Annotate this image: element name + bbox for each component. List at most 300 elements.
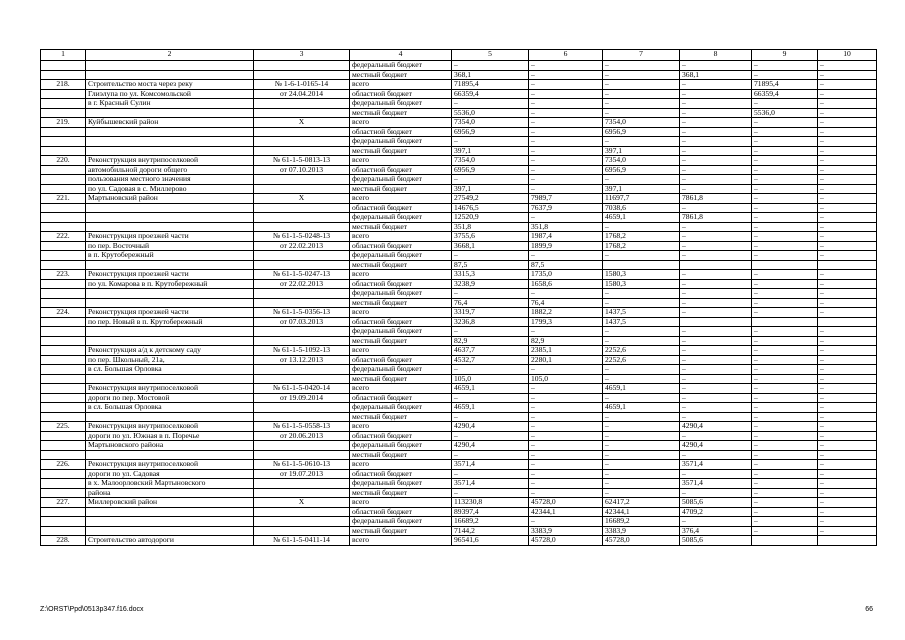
value-col6-cell: 351,8 (529, 222, 603, 232)
object-name-cell (86, 203, 254, 213)
value-col9-cell: – (752, 156, 818, 166)
value-col9-cell: – (752, 137, 818, 147)
value-col8-cell: – (680, 355, 752, 365)
value-col6-cell: 105,0 (529, 374, 603, 384)
row-number-cell (41, 336, 86, 346)
value-col8-cell: – (680, 450, 752, 460)
value-col9-cell: – (752, 384, 818, 394)
value-col8-cell: – (680, 298, 752, 308)
value-col6-cell: 1658,6 (529, 279, 603, 289)
value-col9-cell: – (752, 146, 818, 156)
value-col9-cell: – (752, 422, 818, 432)
value-col7-cell: 1768,2 (603, 232, 680, 242)
document-ref-cell: № 61-1-5-0411-14 (254, 536, 350, 546)
document-ref-cell (254, 127, 350, 137)
object-name-cell: пользования местного значения (86, 175, 254, 185)
document-ref-cell: Х (254, 498, 350, 508)
value-col8-cell: 4290,4 (680, 441, 752, 451)
table-row (41, 70, 877, 80)
row-number-cell (41, 241, 86, 251)
budget-source-cell: федеральный бюджет (350, 441, 452, 451)
budget-source-cell: местный бюджет (350, 412, 452, 422)
budget-source-cell: областной бюджет (350, 203, 452, 213)
object-name-cell: Реконструкция внутрипоселковой (86, 384, 254, 394)
row-number-cell (41, 203, 86, 213)
budget-source-cell: федеральный бюджет (350, 137, 452, 147)
value-col8-cell: 3571,4 (680, 460, 752, 470)
table-row (41, 317, 877, 327)
value-col6-cell: – (529, 213, 603, 223)
value-col10-cell: – (818, 279, 877, 289)
budget-source-cell: всего (350, 498, 452, 508)
value-col10-cell: – (818, 89, 877, 99)
object-name-cell: дороги по ул. Садовая (86, 469, 254, 479)
value-col10-cell: – (818, 479, 877, 489)
table-row (41, 441, 877, 451)
value-col6-cell: 2280,1 (529, 355, 603, 365)
value-col10-cell: – (818, 194, 877, 204)
file-path: Z:\ORST\Ppd\0513p347.f16.docx (40, 606, 144, 613)
object-name-cell: по пер. Новый в п. Крутобережный (86, 317, 254, 327)
object-name-cell (86, 327, 254, 337)
row-number-cell (41, 251, 86, 261)
value-col6-cell: – (529, 137, 603, 147)
object-name-cell: Строительство автодороги (86, 536, 254, 546)
document-ref-cell (254, 450, 350, 460)
value-col7-cell: 1437,5 (603, 317, 680, 327)
table-row (41, 526, 877, 536)
value-col8-cell: – (680, 374, 752, 384)
table-row (41, 184, 877, 194)
row-number-cell (41, 517, 86, 527)
value-col7-cell: 6956,9 (603, 165, 680, 175)
value-col10-cell: – (818, 289, 877, 299)
table-row (41, 460, 877, 470)
budget-source-cell: областной бюджет (350, 89, 452, 99)
value-total-cell: 12520,9 (452, 213, 529, 223)
value-col8-cell: – (680, 232, 752, 242)
value-col9-cell: – (752, 251, 818, 261)
value-col9-cell: – (752, 165, 818, 175)
object-name-cell (86, 289, 254, 299)
value-col9-cell: – (752, 336, 818, 346)
value-col6-cell: – (529, 431, 603, 441)
page-number: 66 (865, 606, 873, 613)
value-total-cell: 3755,6 (452, 232, 529, 242)
object-name-cell (86, 213, 254, 223)
budget-source-cell: всего (350, 346, 452, 356)
document-ref-cell (254, 260, 350, 270)
value-col10-cell: – (818, 431, 877, 441)
value-col6-cell: 7637,9 (529, 203, 603, 213)
value-total-cell: – (452, 393, 529, 403)
document-ref-cell (254, 203, 350, 213)
table-row (41, 517, 877, 527)
budget-source-cell: областной бюджет (350, 469, 452, 479)
value-total-cell: – (452, 469, 529, 479)
budget-source-cell: всего (350, 422, 452, 432)
object-name-cell: Реконструкция а/д к детскому саду (86, 346, 254, 356)
value-col8-cell: – (680, 270, 752, 280)
budget-source-cell: всего (350, 118, 452, 128)
object-name-cell: Мартыновский район (86, 194, 254, 204)
value-col10-cell: – (818, 450, 877, 460)
value-total-cell: 105,0 (452, 374, 529, 384)
value-col6-cell: – (529, 99, 603, 109)
budget-source-cell: областной бюджет (350, 355, 452, 365)
value-col9-cell: – (752, 374, 818, 384)
value-total-cell: – (452, 450, 529, 460)
header-row (41, 50, 877, 61)
row-number-cell (41, 289, 86, 299)
value-col6-cell: – (529, 80, 603, 90)
value-col9-cell: – (752, 308, 818, 318)
value-col8-cell: 4709,2 (680, 507, 752, 517)
budget-source-cell: местный бюджет (350, 450, 452, 460)
table-row (41, 479, 877, 489)
row-number-cell (41, 165, 86, 175)
value-col8-cell: – (680, 365, 752, 375)
document-ref-cell: от 19.09.2014 (254, 393, 350, 403)
row-number-cell: 228. (41, 536, 86, 546)
value-col10-cell: – (818, 460, 877, 470)
table-row (41, 80, 877, 90)
value-col7-cell (603, 260, 680, 270)
value-col6-cell: – (529, 365, 603, 375)
value-total-cell: 4637,7 (452, 346, 529, 356)
value-col8-cell: – (680, 289, 752, 299)
table-row (41, 327, 877, 337)
budget-source-cell: федеральный бюджет (350, 517, 452, 527)
value-col10-cell: – (818, 507, 877, 517)
budget-source-cell: местный бюджет (350, 146, 452, 156)
value-total-cell: 96541,6 (452, 536, 529, 546)
column-header-10: 10 (818, 50, 877, 61)
value-col8-cell: – (680, 327, 752, 337)
object-name-cell (86, 412, 254, 422)
value-col6-cell: – (529, 422, 603, 432)
value-total-cell: 4290,4 (452, 441, 529, 451)
value-col10-cell: – (818, 298, 877, 308)
value-total-cell: 4659,1 (452, 403, 529, 413)
value-total-cell: 87,5 (452, 260, 529, 270)
document-ref-cell: от 07.03.2013 (254, 317, 350, 327)
object-name-cell: Реконструкция проезжей части (86, 270, 254, 280)
value-col10-cell: – (818, 412, 877, 422)
table-row (41, 289, 877, 299)
row-number-cell (41, 99, 86, 109)
value-col6-cell: – (529, 393, 603, 403)
value-col8-cell: – (680, 156, 752, 166)
value-col7-cell: – (603, 479, 680, 489)
value-col7-cell: – (603, 289, 680, 299)
value-total-cell: 397,1 (452, 184, 529, 194)
value-total-cell: 3668,1 (452, 241, 529, 251)
table-row (41, 498, 877, 508)
value-col10-cell: – (818, 526, 877, 536)
value-col8-cell: – (680, 279, 752, 289)
value-col7-cell: 6956,9 (603, 127, 680, 137)
value-total-cell: 76,4 (452, 298, 529, 308)
object-name-cell: дороги по ул. Южная в п. Поречье (86, 431, 254, 441)
value-col10-cell: – (818, 270, 877, 280)
value-col9-cell: – (752, 479, 818, 489)
value-col10-cell: – (818, 327, 877, 337)
row-number-cell (41, 431, 86, 441)
value-col9-cell: – (752, 450, 818, 460)
table-row (41, 431, 877, 441)
value-col10-cell: – (818, 488, 877, 498)
document-ref-cell (254, 99, 350, 109)
table-row (41, 374, 877, 384)
value-col6-cell: – (529, 146, 603, 156)
value-total-cell: 4532,7 (452, 355, 529, 365)
table-row (41, 241, 877, 251)
value-col10-cell: – (818, 365, 877, 375)
value-col7-cell: – (603, 374, 680, 384)
document-ref-cell (254, 289, 350, 299)
value-col10-cell: – (818, 336, 877, 346)
budget-source-cell: всего (350, 232, 452, 242)
value-col6-cell: 45728,0 (529, 498, 603, 508)
value-col9-cell: – (752, 194, 818, 204)
value-col10-cell: – (818, 498, 877, 508)
row-number-cell (41, 213, 86, 223)
budget-source-cell: всего (350, 80, 452, 90)
object-name-cell (86, 507, 254, 517)
value-total-cell: 397,1 (452, 146, 529, 156)
row-number-cell: 222. (41, 232, 86, 242)
value-col6-cell: 1987,4 (529, 232, 603, 242)
value-col6-cell: – (529, 251, 603, 261)
object-name-cell (86, 336, 254, 346)
value-col9-cell: – (752, 403, 818, 413)
table-row (41, 298, 877, 308)
document-ref-cell (254, 488, 350, 498)
value-total-cell: 7354,0 (452, 118, 529, 128)
value-col7-cell: – (603, 469, 680, 479)
document-ref-cell (254, 327, 350, 337)
document-ref-cell: от 07.10.2013 (254, 165, 350, 175)
value-col6-cell: – (529, 327, 603, 337)
budget-source-cell: областной бюджет (350, 507, 452, 517)
row-number-cell: 220. (41, 156, 86, 166)
budget-source-cell: федеральный бюджет (350, 479, 452, 489)
budget-source-cell: федеральный бюджет (350, 365, 452, 375)
object-name-cell (86, 374, 254, 384)
value-col9-cell: – (752, 431, 818, 441)
object-name-cell (86, 61, 254, 71)
value-col8-cell: – (680, 241, 752, 251)
document-ref-cell (254, 70, 350, 80)
value-col8-cell: – (680, 308, 752, 318)
row-number-cell (41, 403, 86, 413)
value-col7-cell: – (603, 222, 680, 232)
document-ref-cell (254, 526, 350, 536)
value-col10-cell: – (818, 403, 877, 413)
value-col7-cell: – (603, 80, 680, 90)
value-col7-cell: 16689,2 (603, 517, 680, 527)
table-row (41, 232, 877, 242)
budget-source-cell: всего (350, 308, 452, 318)
value-total-cell: 3238,9 (452, 279, 529, 289)
table-row (41, 450, 877, 460)
budget-source-cell: областной бюджет (350, 317, 452, 327)
document-ref-cell: № 61-1-5-1092-13 (254, 346, 350, 356)
value-col8-cell: – (680, 184, 752, 194)
table-row (41, 61, 877, 71)
row-number-cell: 227. (41, 498, 86, 508)
value-col9-cell: – (752, 393, 818, 403)
document-ref-cell (254, 507, 350, 517)
value-col9-cell: – (752, 460, 818, 470)
value-col8-cell: – (680, 346, 752, 356)
value-total-cell: 368,1 (452, 70, 529, 80)
value-col9-cell: – (752, 507, 818, 517)
value-col10-cell: – (818, 99, 877, 109)
column-header-1: 1 (41, 50, 86, 61)
row-number-cell (41, 222, 86, 232)
value-col7-cell: 2252,6 (603, 346, 680, 356)
value-col10-cell: – (818, 137, 877, 147)
value-col6-cell: – (529, 517, 603, 527)
value-col10-cell: – (818, 346, 877, 356)
value-col9-cell: – (752, 70, 818, 80)
document-ref-cell (254, 517, 350, 527)
value-col8-cell: 5085,6 (680, 498, 752, 508)
table-row (41, 194, 877, 204)
value-col7-cell: – (603, 336, 680, 346)
value-col10-cell (818, 317, 877, 327)
document-ref-cell: от 20.06.2013 (254, 431, 350, 441)
row-number-cell (41, 365, 86, 375)
row-number-cell (41, 89, 86, 99)
value-col7-cell: – (603, 137, 680, 147)
value-total-cell: 66359,4 (452, 89, 529, 99)
object-name-cell (86, 146, 254, 156)
table-row (41, 355, 877, 365)
value-col10-cell: – (818, 422, 877, 432)
value-total-cell: 27549,2 (452, 194, 529, 204)
value-col8-cell: 4290,4 (680, 422, 752, 432)
value-col7-cell: – (603, 412, 680, 422)
value-col6-cell: – (529, 469, 603, 479)
document-ref-cell (254, 298, 350, 308)
value-col8-cell: – (680, 118, 752, 128)
table-row (41, 89, 877, 99)
value-col6-cell: – (529, 289, 603, 299)
value-col6-cell: – (529, 165, 603, 175)
value-col8-cell: – (680, 80, 752, 90)
value-col10-cell: – (818, 241, 877, 251)
table-row (41, 203, 877, 213)
value-col7-cell: – (603, 393, 680, 403)
value-total-cell: 351,8 (452, 222, 529, 232)
table-row (41, 165, 877, 175)
value-col10-cell: – (818, 203, 877, 213)
object-name-cell: Реконструкция проезжей части (86, 232, 254, 242)
value-total-cell: 3315,3 (452, 270, 529, 280)
value-col8-cell (680, 260, 752, 270)
value-col7-cell: 3383,9 (603, 526, 680, 536)
value-total-cell: 6956,9 (452, 165, 529, 175)
object-name-cell: Реконструкция внутрипоселковой (86, 156, 254, 166)
value-col10-cell: – (818, 127, 877, 137)
value-col10-cell: – (818, 213, 877, 223)
row-number-cell (41, 184, 86, 194)
value-col7-cell: – (603, 488, 680, 498)
value-col7-cell: – (603, 61, 680, 71)
value-col6-cell: – (529, 156, 603, 166)
value-col6-cell: – (529, 118, 603, 128)
table-row (41, 393, 877, 403)
value-col8-cell: – (680, 488, 752, 498)
object-name-cell: в п. Крутобережный (86, 251, 254, 261)
value-col9-cell: – (752, 203, 818, 213)
table-row (41, 127, 877, 137)
value-col7-cell: 62417,2 (603, 498, 680, 508)
value-col8-cell: – (680, 469, 752, 479)
object-name-cell (86, 127, 254, 137)
value-col9-cell: – (752, 327, 818, 337)
value-col9-cell: – (752, 118, 818, 128)
table-row (41, 536, 877, 546)
budget-source-cell: федеральный бюджет (350, 175, 452, 185)
value-col8-cell: – (680, 222, 752, 232)
budget-source-cell: местный бюджет (350, 488, 452, 498)
row-number-cell: 224. (41, 308, 86, 318)
budget-source-cell: местный бюджет (350, 374, 452, 384)
value-col6-cell: – (529, 70, 603, 80)
document-ref-cell (254, 175, 350, 185)
object-name-cell: района (86, 488, 254, 498)
document-ref-cell: от 24.04.2014 (254, 89, 350, 99)
row-number-cell (41, 469, 86, 479)
value-col6-cell: – (529, 403, 603, 413)
value-col8-cell: – (680, 431, 752, 441)
document-ref-cell (254, 61, 350, 71)
object-name-cell (86, 526, 254, 536)
table-row (41, 270, 877, 280)
object-name-cell: в сл. Большая Орловка (86, 403, 254, 413)
value-col7-cell: – (603, 99, 680, 109)
value-col10-cell: – (818, 251, 877, 261)
row-number-cell: 223. (41, 270, 86, 280)
value-col7-cell: – (603, 441, 680, 451)
row-number-cell (41, 298, 86, 308)
value-col10-cell: – (818, 156, 877, 166)
document-ref-cell: № 61-1-5-0558-13 (254, 422, 350, 432)
value-total-cell: 6956,9 (452, 127, 529, 137)
value-col9-cell: – (752, 241, 818, 251)
column-header-4: 4 (350, 50, 452, 61)
value-col9-cell: – (752, 517, 818, 527)
value-col7-cell: – (603, 251, 680, 261)
value-col8-cell: – (680, 412, 752, 422)
value-col7-cell: – (603, 422, 680, 432)
document-ref-cell: Х (254, 118, 350, 128)
table-row (41, 279, 877, 289)
value-total-cell: – (452, 289, 529, 299)
value-col8-cell: – (680, 89, 752, 99)
document-ref-cell: от 19.07.2013 (254, 469, 350, 479)
value-col6-cell: 82,9 (529, 336, 603, 346)
value-col8-cell: – (680, 99, 752, 109)
value-total-cell: – (452, 412, 529, 422)
document-ref-cell: № 61-1-5-0420-14 (254, 384, 350, 394)
document-ref-cell (254, 403, 350, 413)
value-col6-cell: 1735,0 (529, 270, 603, 280)
